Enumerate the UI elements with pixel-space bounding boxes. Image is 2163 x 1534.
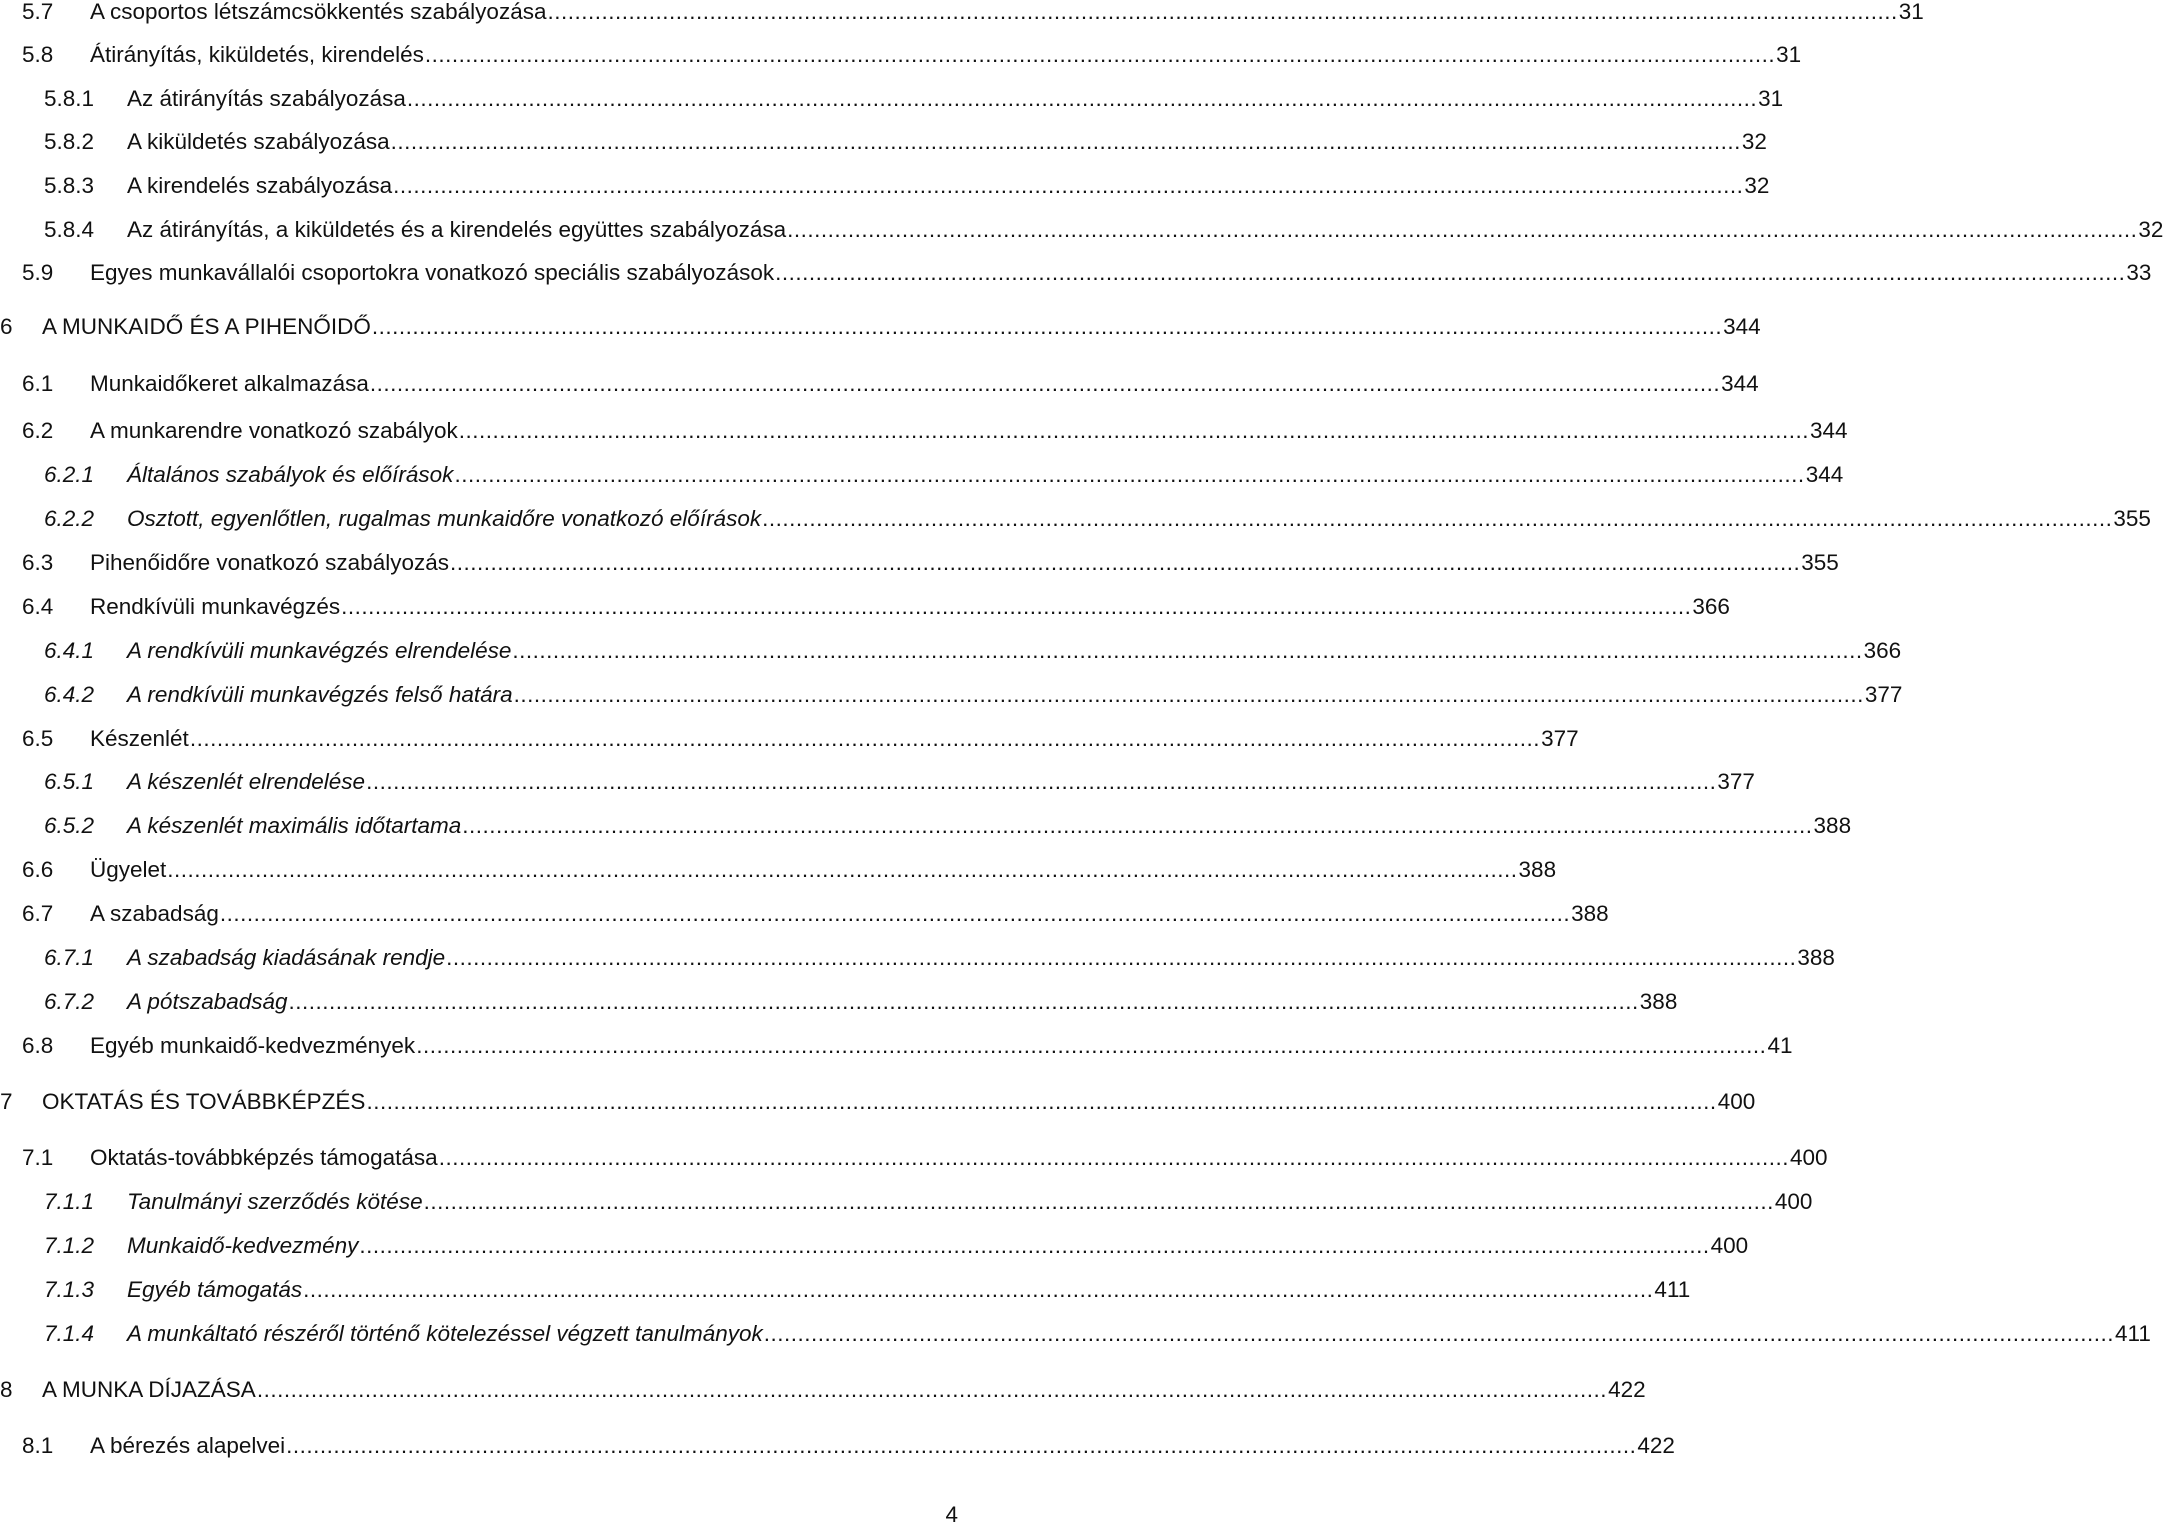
toc-entry-title: Munkaidőkeret alkalmazása [90,371,369,396]
dot-leader: ........................................................................................................................................................................................................ [438,1145,1789,1170]
toc-entry-number: 5.8.1 [44,86,95,111]
toc-entry-page: 388 [1797,945,1835,970]
toc-entry-number: 6.5 [22,726,54,751]
toc-entry [0,37,1802,73]
toc-entry-number: 6.8 [22,1033,54,1058]
dot-leader: ........................................................................................................................................................................................................ [416,1033,1767,1058]
toc-entry-title: Egyes munkavállalói csoportokra vonatkozó speciális szabályozások [90,260,775,285]
toc-entry-page: 388 [1518,857,1557,882]
toc-entry [0,1372,1646,1408]
toc-entry-number: 6.7.2 [44,989,95,1014]
dot-leader: ........................................................................................................................................................................................................ [547,0,1898,24]
dot-leader: ........................................................................................................................................................................................................ [406,86,1758,111]
toc-entry-number: 7.1.1 [44,1189,95,1214]
toc-entry-number: 6.7 [22,901,54,926]
toc-entry-title: A kiküldetés szabályozása [127,129,390,154]
toc-entry [0,168,1770,204]
toc-entry [0,1272,1691,1308]
dot-leader: ........................................................................................................................................................................................................ [369,371,1721,396]
toc-entry-number: 6.6 [22,857,54,882]
toc-entry-page: 31 [1758,86,1784,111]
toc-entry-page: 33 [2126,260,2152,285]
toc-entry [0,764,1755,800]
toc-entry-number: 8 [0,1377,13,1402]
dot-leader: ........................................................................................................................................................................................................ [286,1433,1637,1458]
toc-entry-page: 388 [1571,901,1609,926]
toc-entry-page: 411 [2115,1321,2151,1346]
page-number: 4 [945,1502,958,1527]
toc-entry-title: A kirendelés szabályozása [127,173,393,198]
toc-entry [0,677,1903,713]
toc-entry [0,457,1844,493]
toc-entry-number: 6.3 [22,550,54,575]
toc-entry-page: 355 [1801,550,1839,575]
toc-entry-page: 377 [1541,726,1579,751]
toc-entry-title: Tanulmányi szerződés kötése [127,1189,423,1214]
dot-leader: ........................................................................................................................................................................................................ [513,682,1864,707]
toc-entry-title: Ügyelet [90,857,167,882]
toc-entry-title: Oktatás-továbbképzés támogatása [90,1145,438,1170]
toc-entry [0,124,1767,160]
toc-entry-page: 366 [1692,594,1730,619]
toc-entry-number: 6.2 [22,418,54,443]
toc-entry-title: A bérezés alapelvei [90,1433,286,1458]
toc-entry-number: 7.1.4 [44,1321,95,1346]
dot-leader: ........................................................................................................................................................................................................ [189,726,1541,751]
toc-entry [0,413,1848,449]
toc-entry-number: 7.1.3 [44,1277,95,1302]
dot-leader: ........................................................................................................................................................................................................ [303,1277,1654,1302]
toc-entry-title: A MUNKA DÍJAZÁSA [42,1377,256,1402]
dot-leader: ........................................................................................................................................................................................................ [454,462,1805,487]
toc-entry [0,852,1557,888]
toc-entry-page: 377 [1864,682,1903,707]
toc-entry-number: 5.8.4 [44,217,95,242]
toc-entry [0,1084,1756,1120]
dot-leader: ........................................................................................................................................................................................................ [763,1321,2114,1346]
dot-leader: ........................................................................................................................................................................................................ [390,129,1741,154]
toc-entry-number: 6.4.1 [44,638,95,663]
dot-leader: ........................................................................................................................................................................................................ [787,217,2138,242]
dot-leader: ........................................................................................................................................................................................................ [449,550,1801,575]
toc-entry-number: 6.7.1 [44,945,95,970]
toc-entry-page: 400 [1774,1189,1813,1214]
toc-entry-number: 5.8.2 [44,129,95,154]
toc-entry-page: 377 [1717,769,1755,794]
toc-entry [0,808,1852,844]
toc-entry [0,1028,1793,1064]
toc-entry-title: A MUNKAIDŐ ÉS A PIHENŐIDŐ [42,314,371,339]
toc-entry [0,309,1761,345]
toc-entry-page: 344 [1723,314,1761,339]
toc-entry-page: 366 [1863,638,1902,663]
toc-entry-title: A munkáltató részéről történő kötelezéssel végzett tanulmányok [127,1321,763,1346]
dot-leader: ........................................................................................................................................................................................................ [256,1377,1608,1402]
toc-entry-number: 6.2.1 [44,462,95,487]
toc-entry-number: 5.8 [22,42,54,67]
dot-leader: ........................................................................................................................................................................................................ [424,42,1776,67]
toc-entry [0,721,1579,757]
toc-entry-page: 32 [1741,129,1767,154]
toc-entry-title: Osztott, egyenlőtlen, rugalmas munkaidőre vonatkozó előírások [127,506,762,531]
dot-leader: ........................................................................................................................................................................................................ [288,989,1639,1014]
toc-entry [0,984,1678,1020]
toc-entry-title: A készenlét maximális időtartama [127,813,462,838]
toc-entry-title: OKTATÁS ÉS TOVÁBBKÉPZÉS [42,1089,366,1114]
toc-entry-page: 344 [1805,462,1844,487]
toc-entry-title: A pótszabadság [127,989,288,1014]
toc-entry [0,545,1839,581]
dot-leader: ........................................................................................................................................................................................................ [458,418,1809,443]
toc-entry [0,212,2163,248]
toc-entry-title: A munkarendre vonatkozó szabályok [90,418,458,443]
toc-entry-page: 31 [1898,0,1924,24]
toc-entry [0,589,1730,625]
toc-entry-number: 7.1 [22,1145,54,1170]
toc-entry-title: A rendkívüli munkavégzés felső határa [127,682,513,707]
dot-leader: ........................................................................................................................................................................................................ [341,594,1692,619]
dot-leader: ........................................................................................................................................................................................................ [366,1089,1717,1114]
toc-entry-number: 6.4 [22,594,54,619]
toc-entry-page: 411 [1654,1277,1691,1302]
toc-entry-page: 344 [1809,418,1848,443]
toc-entry-page: 422 [1608,1377,1646,1402]
dot-leader: ........................................................................................................................................................................................................ [393,173,1744,198]
toc-entry-title: A rendkívüli munkavégzés elrendelése [127,638,512,663]
dot-leader: ........................................................................................................................................................................................................ [167,857,1518,882]
dot-leader: ........................................................................................................................................................................................................ [359,1233,1710,1258]
toc-entry-page: 400 [1717,1089,1756,1114]
toc-entry-title: Egyéb támogatás [127,1277,303,1302]
toc-entry-page: 400 [1789,1145,1828,1170]
toc-entry-page: 41 [1767,1033,1793,1058]
toc-entry-page: 32 [2138,217,2163,242]
toc-entry-number: 6.5.1 [44,769,95,794]
toc-entry-number: 6.5.2 [44,813,95,838]
toc-entry [0,633,1902,669]
toc-entry [0,1228,1749,1264]
toc-entry-number: 6.2.2 [44,506,95,531]
toc-entry-title: Pihenőidőre vonatkozó szabályozás [90,550,449,575]
toc-entry-title: Általános szabályok és előírások [127,462,454,487]
toc-entry-number: 5.7 [22,0,54,24]
toc-entry-page: 388 [1813,813,1852,838]
toc-entry-number: 7 [0,1089,13,1114]
toc-entry-title: Munkaidő-kedvezmény [127,1233,359,1258]
dot-leader: ........................................................................................................................................................................................................ [423,1189,1774,1214]
toc-entry-number: 7.1.2 [44,1233,95,1258]
toc-entry-title: A szabadság kiadásának rendje [127,945,446,970]
toc-entry [0,1184,1813,1220]
toc-entry [0,940,1835,976]
dot-leader: ........................................................................................................................................................................................................ [462,813,1813,838]
toc-entry [0,255,2152,291]
toc-entry-number: 6.1 [22,371,54,396]
toc-entry [0,896,1609,932]
toc-entry-title: Az átirányítás szabályozása [127,86,406,111]
toc-entry-number: 8.1 [22,1433,54,1458]
toc-entry-title: A készenlét elrendelése [127,769,366,794]
dot-leader: ........................................................................................................................................................................................................ [762,506,2113,531]
toc-entry-number: 6 [0,314,13,339]
toc-entry-title: Egyéb munkaidő-kedvezmények [90,1033,416,1058]
toc-entry-title: A szabadság [90,901,219,926]
dot-leader: ........................................................................................................................................................................................................ [366,769,1717,794]
dot-leader: ........................................................................................................................................................................................................ [512,638,1863,663]
dot-leader: ........................................................................................................................................................................................................ [446,945,1797,970]
toc-entry-page: 388 [1639,989,1678,1014]
dot-leader: ........................................................................................................................................................................................................ [371,314,1723,339]
dot-leader: ........................................................................................................................................................................................................ [775,260,2126,285]
toc-entry [0,1140,1828,1176]
toc-entry [0,81,1784,117]
toc-entry-title: A csoportos létszámcsökkentés szabályozása [90,0,547,24]
toc-entry-page: 31 [1776,42,1802,67]
toc-entry-page: 32 [1744,173,1770,198]
dot-leader: ........................................................................................................................................................................................................ [219,901,1571,926]
toc-entry [0,501,2151,537]
toc-entry-page: 400 [1710,1233,1749,1258]
toc-entry [0,1316,2151,1352]
toc-entry [0,366,1759,402]
toc-entry-number: 5.8.3 [44,173,95,198]
toc-entry-title: Az átirányítás, a kiküldetés és a kirendelés együttes szabályozása [127,217,787,242]
toc-entry-number: 6.4.2 [44,682,95,707]
toc-entry [0,0,1924,30]
toc-entry-number: 5.9 [22,260,54,285]
toc-entry-title: Átirányítás, kiküldetés, kirendelés [90,42,424,67]
toc-entry [0,1428,1675,1464]
toc-entry-page: 422 [1637,1433,1675,1458]
toc-entry-title: Készenlét [90,726,189,751]
toc-entry-page: 355 [2113,506,2151,531]
toc-entry-title: Rendkívüli munkavégzés [90,594,341,619]
toc-entry-page: 344 [1721,371,1759,396]
